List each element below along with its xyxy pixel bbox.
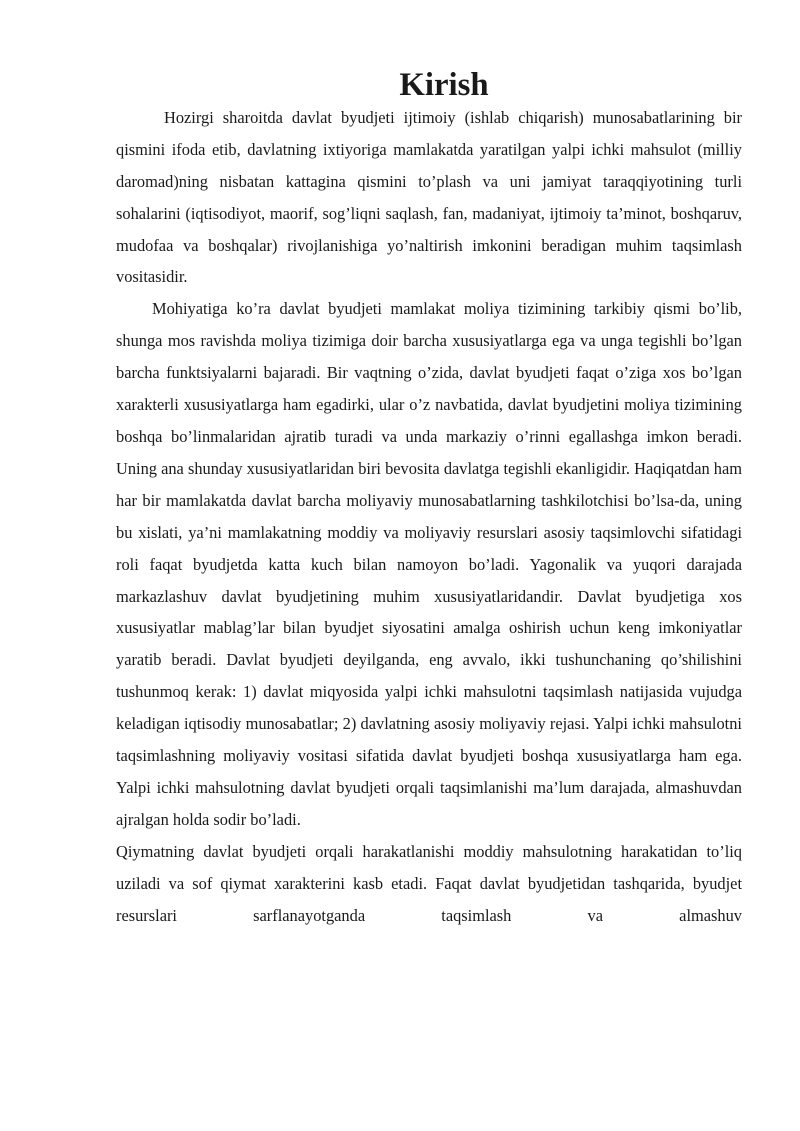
paragraph-1: Hozirgi sharoitda davlat byudjeti ijtimoiy (ishlab chiqarish) munosabatlarining bir qismini ifoda etib, davlatning ixtiyoriga mamlakatda yaratilgan yalpi ichki mahsulot (milliy daromad)ning nisbatan kattagina qismini to’plash va uni jamiyat taraqqiyotining turli sohalarini (iqtisodiyot, maorif, sog’liqni saqlash, fan, madaniyat, ijtimoiy ta’minot, boshqaruv, mudofaa va boshqalar) rivojlanishiga yo’naltirish imkonini beradigan muhim taqsimlash vositasidir. (116, 107, 742, 287)
document-page (116, 67, 742, 931)
paragraph-3: Qiymatning davlat byudjeti orqali harakatlanishi moddiy mahsulotning harakatidan to’liq uziladi va sof qiymat xarakterini kasb etadi. Faqat davlat byudjetidan tashqarida, byudjet resurslari sarflanayotganda taqsimlash va almashuv (116, 841, 742, 925)
page-title: Kirish (399, 67, 489, 103)
paragraph-2: Mohiyatiga ko’ra davlat byudjeti mamlakat moliya tizimining tarkibiy qismi bo’lib, shunga mos ravishda moliya tizimiga doir barcha xususiyatlarga ega va unga tegishli bo’lgan barcha funktsiyalarni bajaradi. Bir vaqtning o’zida, davlat byudjeti faqat o’ziga xos bo’lgan xarakterli xususiyatlarga ham egadirki, ular o’z navbatida, davlat byudjetini moliya tizimining boshqa bo’linmalaridan ajratib turadi va unda markaziy o’rinni egallashga imkon beradi. Uning ana shunday xususiyatlaridan biri bevosita davlatga tegishli ekanligidir. Haqiqatdan ham har bir mamlakatda davlat barcha moliyaviy munosabatlarning tashkilotchisi bo’lsa-da, uning bu xislati, ya’ni mamlakatning moddiy va moliyaviy resurslari asosiy taqsimlovchi sifatidagi roli faqat byudjetda katta kuch bilan namoyon bo’ladi. Yagonalik va yuqori darajada markazlashuv davlat byudjetining muhim xususiyatlaridandir. Davlat byudjetiga xos xususiyatlar mablag’lar bilan byudjet siyosatini amalga oshirish uchun keng imkoniyatlar yaratib beradi. Davlat byudjeti deyilganda, eng avvalo, ikki tushunchaning qo’shilishini tushunmoq kerak: 1) davlat miqyosida yalpi ichki mahsulotni taqsimlash natijasida vujudga keladigan iqtisodiy munosabatlar; 2) davlatning asosiy moliyaviy rejasi. Yalpi ichki mahsulotni taqsimlashning moliyaviy vositasi sifatida davlat byudjeti boshqa xususiyatlarga ham ega. Yalpi ichki mahsulotning davlat byudjeti orqali taqsimlanishi ma’lum darajada, almashuvdan ajralgan holda sodir bo’ladi. (116, 299, 742, 829)
